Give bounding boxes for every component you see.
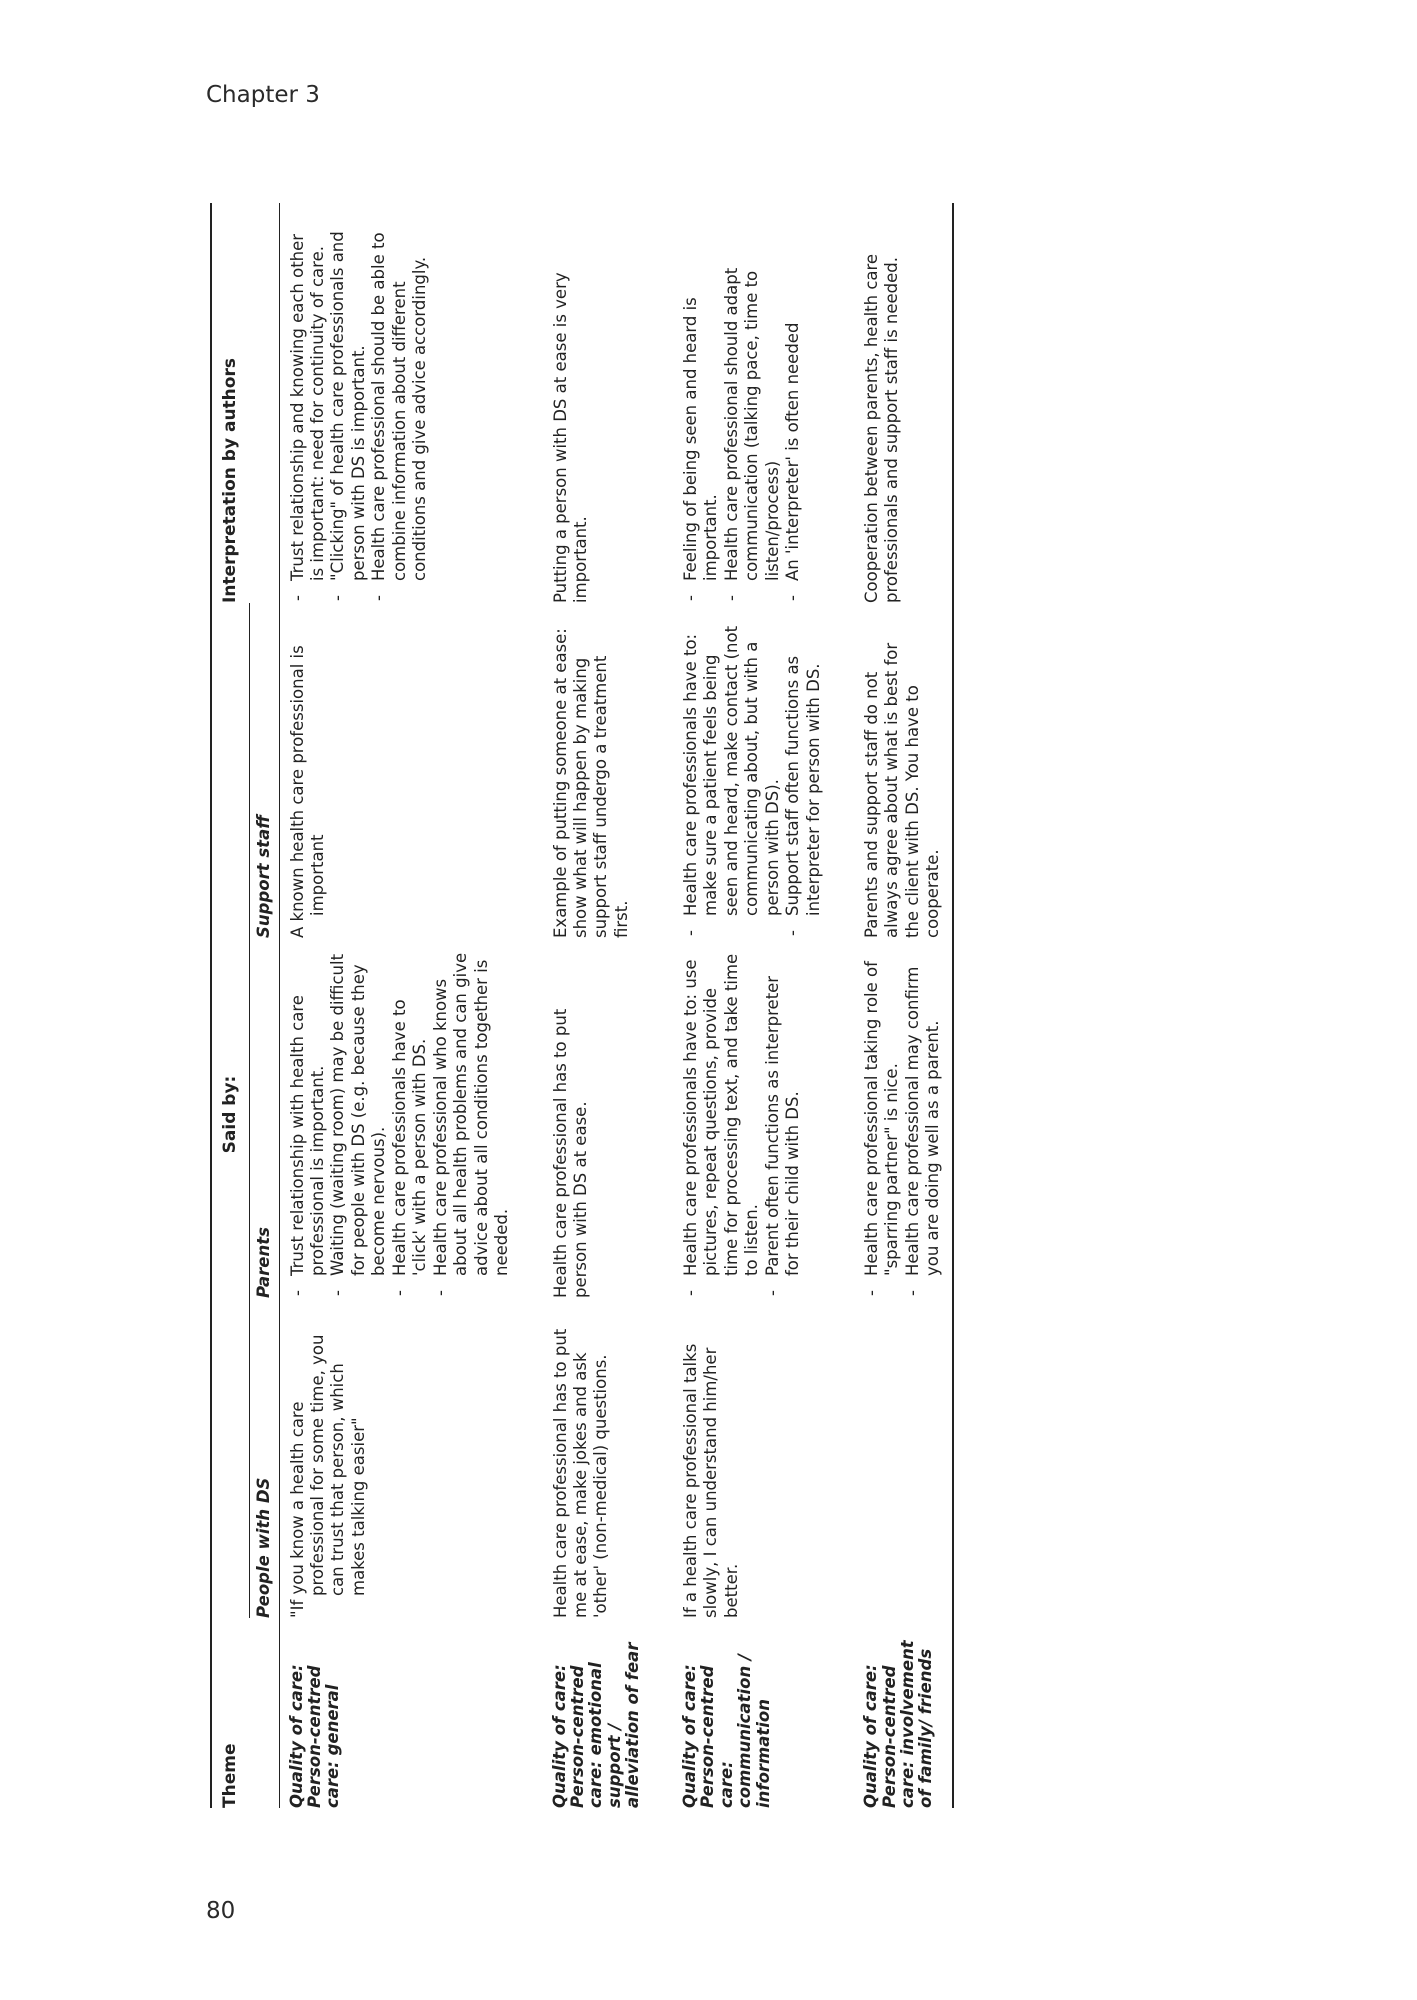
themes-table xyxy=(210,203,954,1808)
parents-cell xyxy=(854,938,953,1298)
rotated-table-wrapper xyxy=(210,203,1215,1808)
people-cell xyxy=(854,1298,953,1618)
support-cell: Example of putting someone at ease: show what will happen by making support staff undergo a treatment first. xyxy=(550,628,631,938)
theme-cell: Quality of care: Person-centred care: communication / information xyxy=(679,1654,773,1808)
list-item: - Health care professional should be able to combine information about different conditions and give advice accordingly. xyxy=(369,217,430,603)
support-cell xyxy=(279,603,542,938)
list-item: - Health care professional should adapt communication (talking pace, time to listen/process) xyxy=(722,217,783,603)
list-item: - "Clicking" of health care professionals and person with DS is important. xyxy=(328,217,369,603)
theme-cell: Quality of care: Person-centred care: emotional support / alleviation of fear xyxy=(549,1642,643,1808)
interpretation-cell: Putting a person with DS at ease is very important. xyxy=(550,272,590,603)
interpretation-cell xyxy=(673,203,854,603)
list-item: - Health care professional who knows about all health problems and can give advice about all conditions together is needed. xyxy=(431,952,513,1298)
table-row xyxy=(279,203,542,1808)
header-support: Support staff xyxy=(254,815,274,938)
list-item: - Trust relationship with health care professional is important. xyxy=(288,952,329,1298)
people-quote: "If you know a health care professional for some time, you can trust that person, which makes talking easier" xyxy=(287,1334,368,1618)
support-cell: Parents and support staff do not always agree about what is best for the client with DS. You have to cooperate. xyxy=(862,642,943,938)
interpretation-cell xyxy=(279,203,542,603)
list-item: - Health care professional may confirm you are doing well as a parent. xyxy=(903,952,944,1298)
list-item: - Parent often functions as interpreter for their child with DS. xyxy=(763,952,804,1298)
list-item: - Feeling of being seen and heard is important. xyxy=(681,217,722,603)
theme-cell: Quality of care: Person-centred care: involvement of family/ friends xyxy=(861,1640,936,1808)
list-item: - Waiting (waiting room) may be difficult for people with DS (e.g. because they become nervous). xyxy=(328,952,389,1298)
list-item: - Health care professionals have to 'click' with a person with DS. xyxy=(390,952,431,1298)
header-blank-2 xyxy=(250,203,279,603)
list-item: - Health care professionals have to: make sure a patient feels being seen and heard, make contact (not communicating about, but with a person with DS). xyxy=(681,617,783,938)
list-item: - Health care professionals have to: use pictures, repeat questions, provide time for processing text, and take time to listen. xyxy=(681,952,763,1298)
header-said-by: Said by: xyxy=(211,603,250,1618)
header-theme: Theme xyxy=(220,1743,241,1808)
parents-cell xyxy=(279,938,542,1298)
table-row xyxy=(543,203,673,1808)
header-interpretation: Interpretation by authors xyxy=(220,358,241,603)
table-row xyxy=(854,203,953,1808)
list-item: - Support staff often functions as interpreter for person with DS. xyxy=(783,617,824,938)
page-number: 80 xyxy=(206,1898,236,1924)
table-row xyxy=(673,203,854,1808)
parents-cell xyxy=(673,938,854,1298)
list-item: - Health care professional taking role of "sparring partner" is nice. xyxy=(862,952,903,1298)
list-item: - An 'interpreter' is often needed xyxy=(783,217,803,603)
parents-cell: Health care professional has to put person with DS at ease. xyxy=(550,1008,590,1298)
theme-cell: Quality of care: Person-centred care: general xyxy=(286,1664,343,1808)
list-item: - Trust relationship and knowing each other is important: need for continuity of care. xyxy=(288,217,329,603)
people-cell: If a health care professional talks slowly, I can understand him/her better. xyxy=(680,1343,741,1618)
interpretation-cell: Cooperation between parents, health care professionals and support staff is needed. xyxy=(862,253,902,603)
chapter-label: Chapter 3 xyxy=(206,82,320,108)
header-people: People with DS xyxy=(254,1477,274,1618)
header-blank xyxy=(250,1618,279,1808)
support-cell xyxy=(673,603,854,938)
people-cell: Health care professional has to put me at ease, make jokes and ask 'other' (non-medical) questions. xyxy=(550,1328,611,1618)
header-parents: Parents xyxy=(254,1227,274,1298)
support-text: A known health care professional is important xyxy=(287,645,327,938)
people-cell xyxy=(279,1298,542,1618)
